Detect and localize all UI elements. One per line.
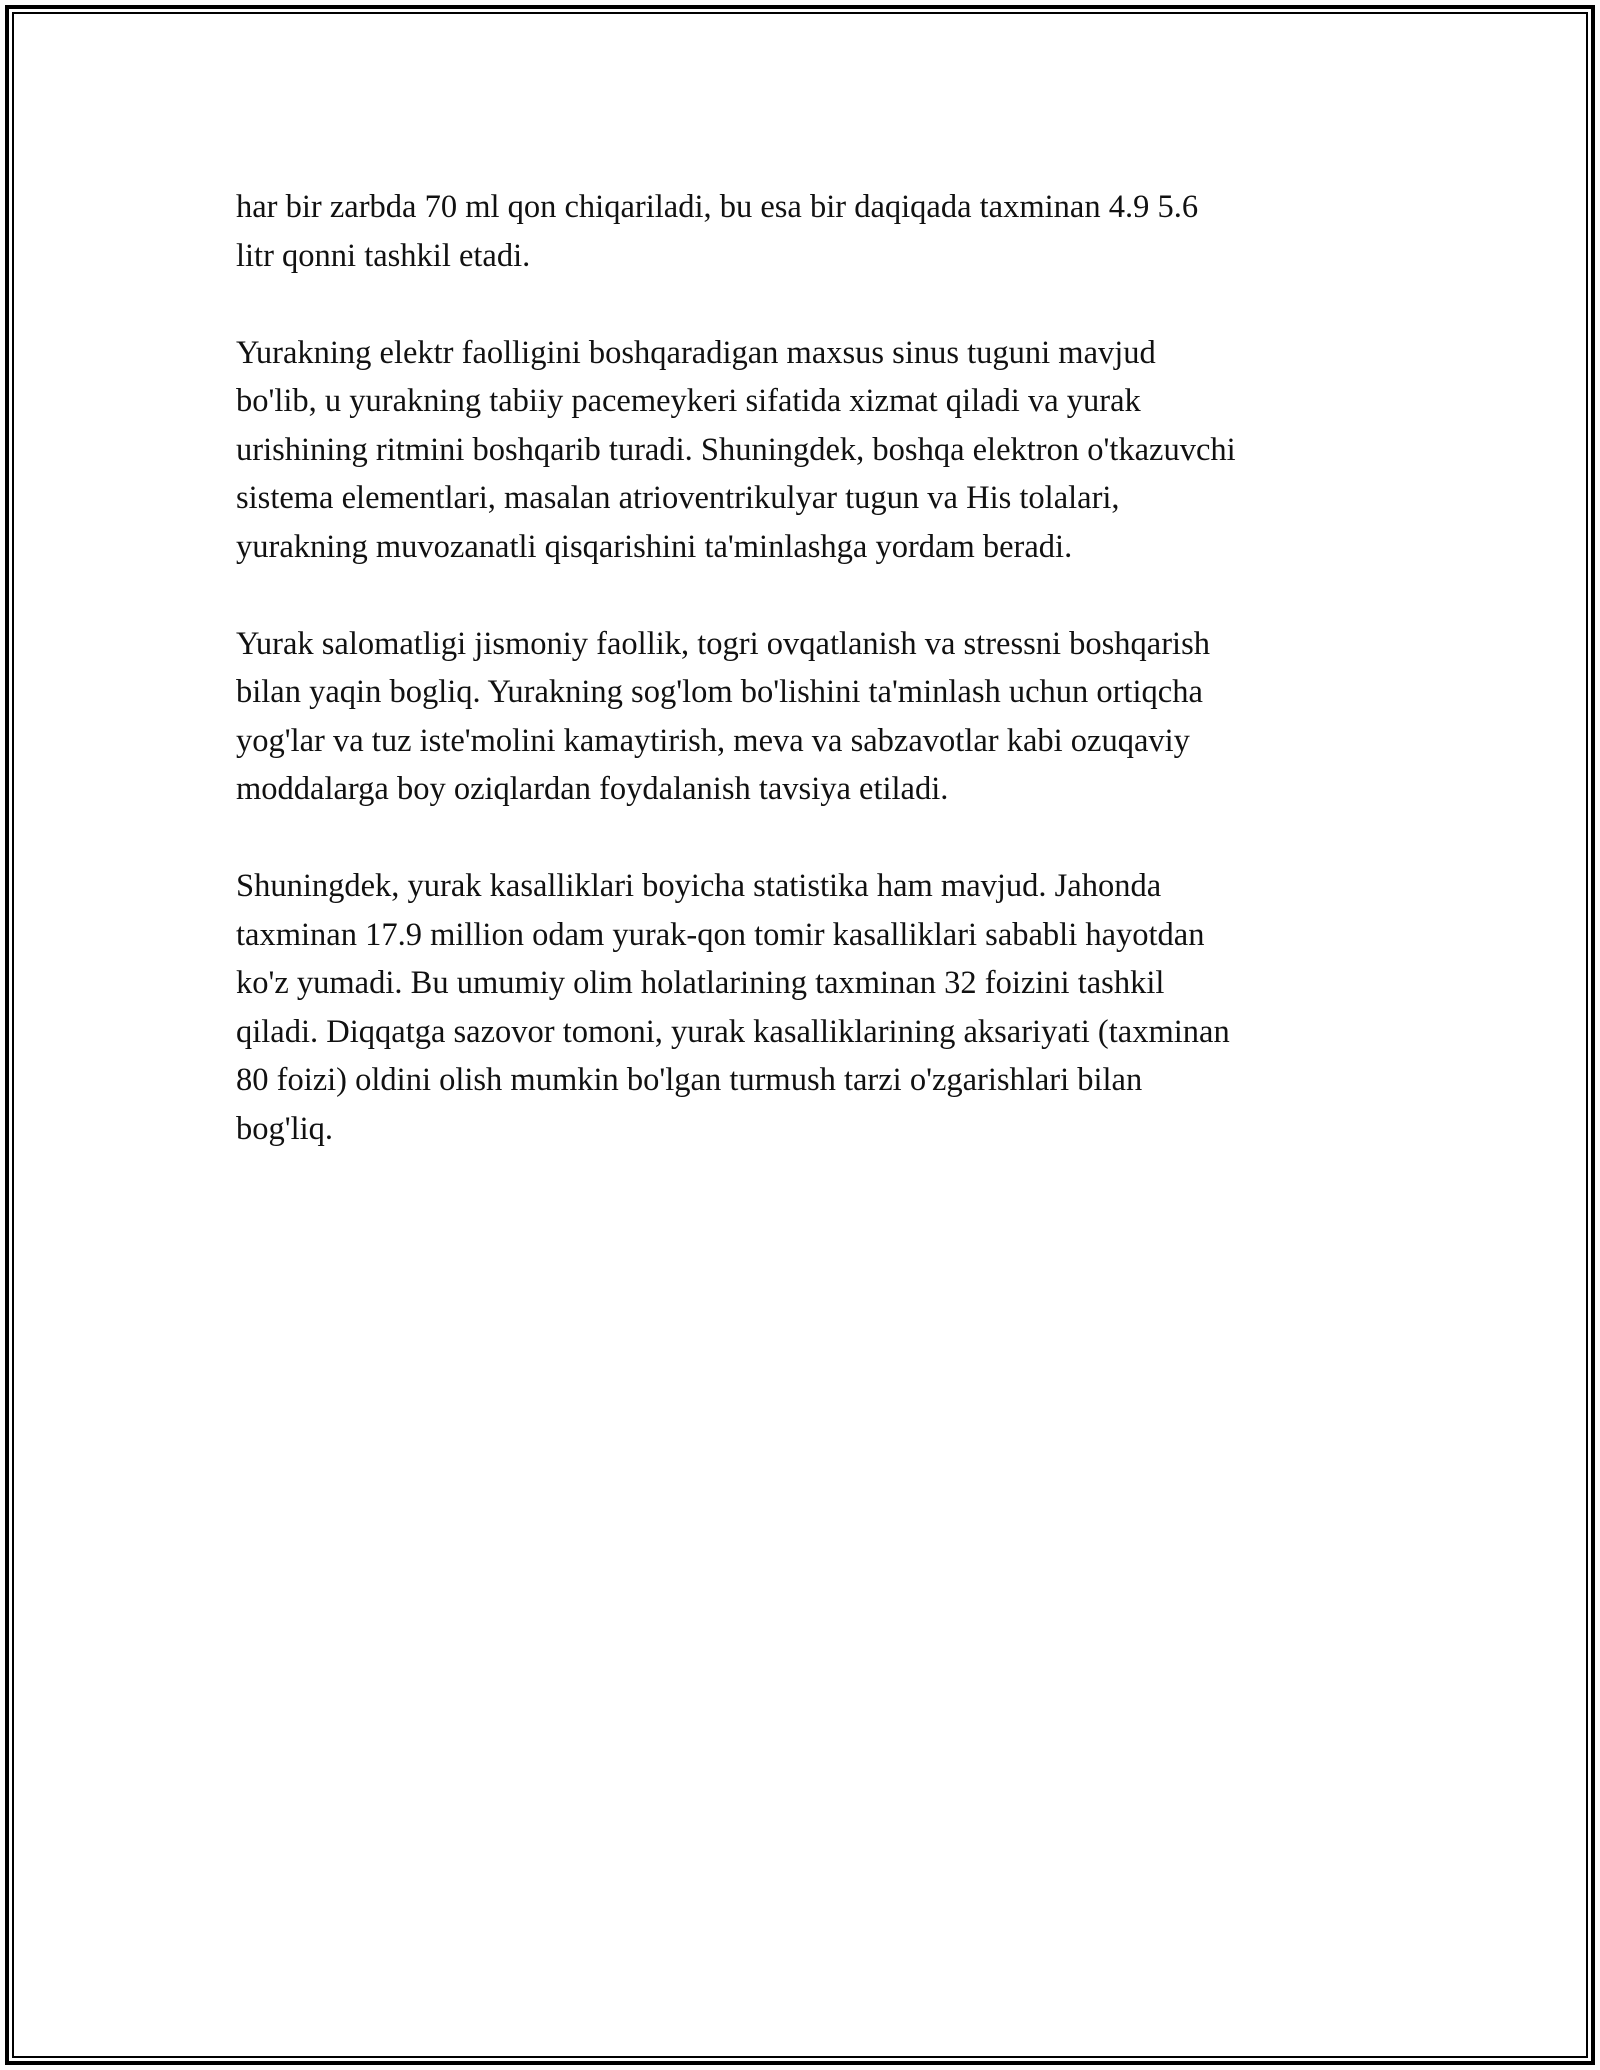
paragraph-1: har bir zarbda 70 ml qon chiqariladi, bu esa bir daqiqada taxminan 4.9 5.6 litr qonni tashkil etadi. bbox=[236, 189, 1199, 274]
paragraph-3: Yurak salomatligi jismoniy faollik, togri ovqatlanish va stressni boshqarish bilan yaqin bogliq. Yurakning sog'lom bo'lishini ta'minlash uchun ortiqcha yog'lar va tuz iste'molini kamaytirish, meva va sabzavotlar kabi ozuqaviy moddalarga boy oziqlardan foydalanish tavsiya etiladi. bbox=[236, 625, 1210, 807]
paragraph-2: Yurakning elektr faolligini boshqaradigan maxsus sinus tuguni mavjud bo'lib, u yurakning tabiiy pacemeykeri sifatida xizmat qiladi va yurak urishining ritmini boshqarib turadi. Shuningdek, boshqa elektron o'tkazuvchi sistema elementlari, masalan atrioventrikulyar tugun va His tolalari, yurakning muvozanatli qisqarishini ta'minlashga yordam beradi. bbox=[236, 334, 1236, 565]
document-body bbox=[236, 183, 1376, 1202]
paragraph-4: Shuningdek, yurak kasalliklari boyicha statistika ham mavjud. Jahonda taxminan 17.9 million odam yurak-qon tomir kasalliklari sababli hayotdan ko'z yumadi. Bu umumiy olim holatlarining taxminan 32 foizini tashkil qiladi. Diqqatga sazovor tomoni, yurak kasalliklarining aksariyati (taxminan 80 foizi) oldini olish mumkin bo'lgan turmush tarzi o'zgarishlari bilan bog'liq. bbox=[236, 868, 1230, 1147]
